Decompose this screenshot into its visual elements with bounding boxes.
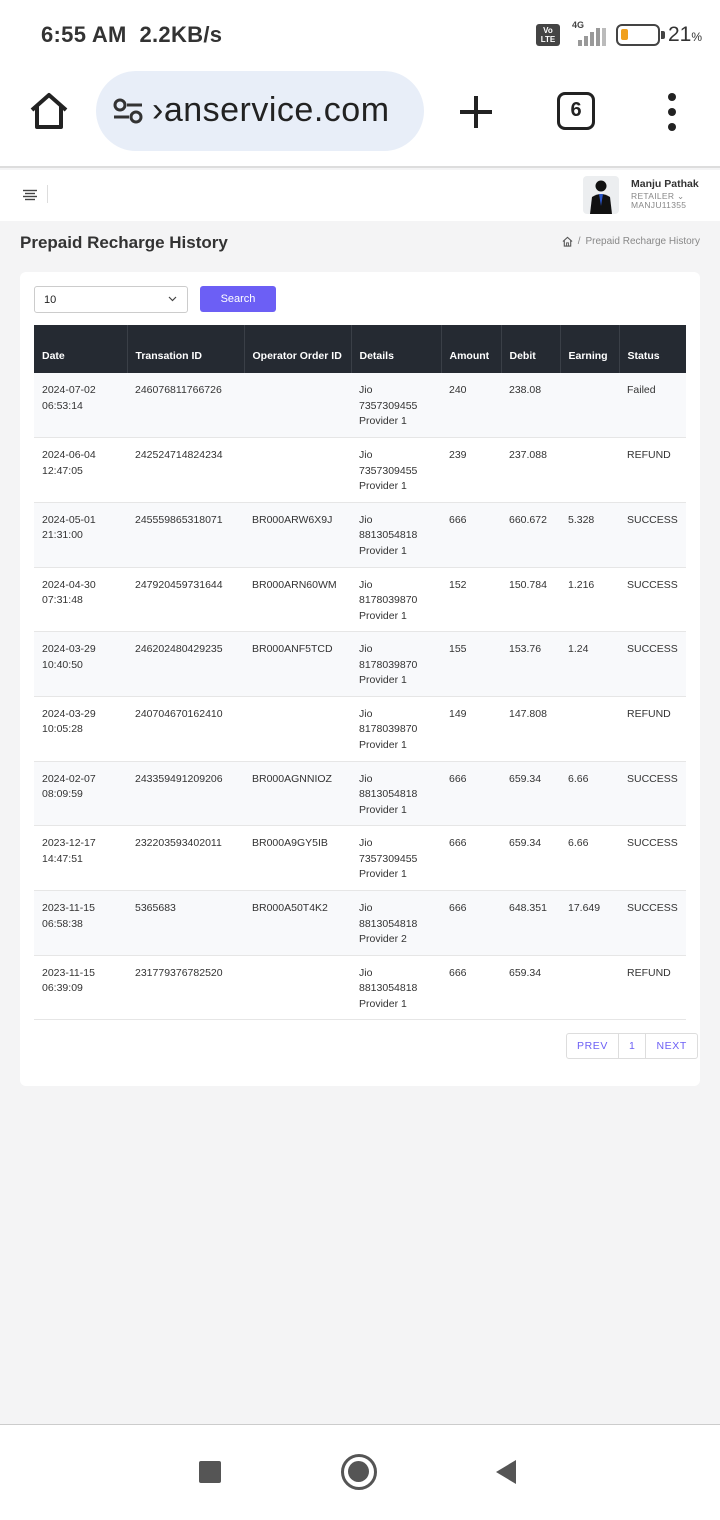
cell-transaction-id: 245559865318071 [135, 513, 223, 526]
table-header-row [34, 325, 686, 373]
cell-amount: 666 [449, 902, 467, 914]
table-row [34, 955, 686, 1020]
cell-operator-order-id: BR000ARN60WM [252, 578, 337, 591]
cell-earning: 6.66 [568, 837, 589, 850]
cell-debit: 648.351 [509, 902, 547, 914]
cell-earning: 5.328 [568, 513, 595, 526]
table-row [34, 502, 686, 567]
cell-earning: 1.24 [568, 643, 589, 656]
url-text: ›anservice.com [152, 91, 390, 129]
col-debit: Debit [501, 325, 560, 373]
cell-amount: 155 [449, 643, 467, 656]
table-row [34, 632, 686, 697]
cell-status: Failed [627, 384, 656, 396]
cell-earning [560, 438, 619, 503]
col-transaction-id: Transation ID [127, 325, 244, 373]
cell-earning [560, 955, 619, 1020]
cell-date: 2024-02-07 08:09:59 [42, 772, 96, 801]
status-speed: 2.2KB/s [139, 22, 223, 47]
status-time: 6:55 AM 2.2KB/s [41, 22, 223, 47]
cell-amount: 149 [449, 707, 467, 720]
cell-date: 2024-07-02 06:53:14 [42, 384, 96, 412]
cell-debit: 660.672 [509, 513, 547, 526]
cell-operator-order-id: BR000AGNNIOZ [252, 772, 332, 785]
cell-transaction-id: 246202480429235 [135, 643, 223, 656]
cell-status: SUCCESS [627, 578, 678, 591]
cell-transaction-id: 246076811766726 [135, 384, 222, 396]
cell-operator-order-id: BR000A9GY5IB [252, 837, 328, 850]
cell-status: SUCCESS [627, 772, 678, 785]
cell-operator-order-id: BR000ANF5TCD [252, 643, 333, 656]
cell-amount: 240 [449, 384, 467, 396]
col-earning: Earning [560, 325, 619, 373]
cell-date: 2024-04-30 07:31:48 [42, 578, 96, 607]
cell-status: SUCCESS [627, 643, 678, 656]
page-size-select[interactable]: 10 [34, 286, 188, 313]
cell-debit: 147.808 [509, 707, 547, 720]
user-role-dropdown[interactable]: RETAILER ⌄ [631, 191, 685, 201]
table-row [34, 373, 686, 438]
cell-earning: 1.216 [568, 578, 595, 591]
site-settings-icon[interactable] [112, 97, 144, 125]
cell-details: Jio 8813054818 Provider 2 [359, 902, 418, 945]
cell-details: Jio 8813054818 Provider 1 [359, 513, 418, 557]
system-nav-bar [0, 1424, 720, 1520]
history-card [20, 272, 700, 1086]
cell-date: 2023-11-15 06:58:38 [42, 902, 95, 930]
cell-details: Jio 8178039870 Provider 1 [359, 643, 418, 687]
cell-debit: 150.784 [509, 578, 547, 591]
tab-switcher-button[interactable]: 6 [557, 92, 595, 130]
cell-earning [560, 373, 619, 438]
cell-details: Jio 8813054818 Provider 1 [359, 772, 418, 816]
cell-status: SUCCESS [627, 902, 678, 914]
cell-status: SUCCESS [627, 837, 678, 850]
menu-toggle-icon[interactable] [22, 189, 38, 201]
cell-operator-order-id [244, 696, 351, 761]
cell-debit: 237.088 [509, 449, 547, 462]
browser-toolbar [0, 70, 720, 168]
battery-icon [616, 24, 660, 46]
cell-date: 2024-03-29 10:05:28 [42, 707, 96, 736]
cell-transaction-id: 232203593402011 [135, 837, 222, 850]
page-title: Prepaid Recharge History [20, 233, 228, 252]
new-tab-icon[interactable] [456, 92, 496, 132]
cell-earning [560, 696, 619, 761]
table-row [34, 891, 686, 956]
user-name[interactable]: Manju Pathak [631, 178, 699, 190]
col-status: Status [627, 350, 660, 362]
divider [47, 185, 48, 203]
search-button[interactable]: Search [200, 286, 276, 312]
back-icon[interactable] [494, 1459, 518, 1485]
address-bar[interactable] [96, 71, 424, 151]
battery-percent: 21% [667, 23, 702, 46]
cell-debit: 659.34 [509, 837, 542, 850]
col-amount: Amount [441, 325, 501, 373]
cell-amount: 666 [449, 966, 467, 979]
col-details: Details [351, 325, 441, 373]
cell-operator-order-id [244, 438, 351, 503]
cell-amount: 666 [449, 837, 467, 850]
cell-transaction-id: 5365683 [135, 902, 176, 914]
table-row [34, 761, 686, 826]
home-icon[interactable] [562, 236, 573, 247]
col-date: Date [34, 325, 127, 373]
cell-details: Jio 7357309455 Provider 1 [359, 384, 418, 427]
cell-date: 2023-11-15 06:39:09 [42, 966, 95, 995]
cell-amount: 666 [449, 513, 467, 526]
cell-earning: 17.649 [568, 902, 601, 914]
volte-icon: Vo LTE [536, 24, 560, 46]
more-menu-icon[interactable] [662, 92, 682, 132]
cell-details: Jio 8178039870 Provider 1 [359, 578, 418, 622]
table-row [34, 567, 686, 632]
breadcrumb: / Prepaid Recharge History [562, 236, 700, 247]
breadcrumb-current: Prepaid Recharge History [585, 236, 700, 247]
cell-debit: 238.08 [509, 384, 542, 396]
cell-status: REFUND [627, 449, 671, 462]
cell-date: 2024-06-04 12:47:05 [42, 449, 96, 477]
home-icon[interactable] [28, 90, 70, 132]
status-bar [0, 0, 720, 70]
cell-amount: 239 [449, 449, 467, 462]
page-1-button[interactable]: 1 [619, 1034, 646, 1058]
cell-details: Jio 8178039870 Provider 1 [359, 707, 418, 751]
cell-transaction-id: 243359491209206 [135, 772, 223, 785]
col-operator-order-id: Operator Order ID [244, 325, 351, 373]
cell-transaction-id: 240704670162410 [135, 707, 223, 720]
home-button[interactable] [341, 1454, 377, 1490]
cell-operator-order-id [244, 955, 351, 1020]
cell-transaction-id: 247920459731644 [135, 578, 223, 591]
prev-button[interactable]: PREV [567, 1034, 619, 1058]
cell-status: SUCCESS [627, 513, 678, 526]
table-row [34, 438, 686, 503]
cell-amount: 152 [449, 578, 467, 591]
cell-status: REFUND [627, 966, 671, 979]
next-button[interactable]: NEXT [656, 1040, 687, 1052]
pagination [566, 1033, 698, 1059]
cell-date: 2023-12-17 14:47:51 [42, 837, 96, 865]
cell-operator-order-id [244, 373, 351, 438]
cell-earning: 6.66 [568, 772, 589, 785]
cell-debit: 153.76 [509, 643, 542, 656]
cell-details: Jio 7357309455 Provider 1 [359, 837, 418, 881]
cell-transaction-id: 231779376782520 [135, 966, 223, 979]
cell-transaction-id: 242524714824234 [135, 449, 223, 462]
cell-date: 2024-03-29 10:40:50 [42, 643, 96, 671]
signal-icon: 4G [568, 22, 608, 48]
cell-details: Jio 7357309455 Provider 1 [359, 449, 418, 493]
cell-operator-order-id: BR000A50T4K2 [252, 902, 328, 914]
chevron-down-icon [168, 296, 177, 302]
table-row [34, 826, 686, 891]
user-id: MANJU11355 [631, 200, 687, 210]
cell-debit: 659.34 [509, 966, 542, 979]
cell-details: Jio 8813054818 Provider 1 [359, 966, 418, 1010]
table-row [34, 696, 686, 761]
cell-operator-order-id: BR000ARW6X9J [252, 513, 333, 526]
cell-debit: 659.34 [509, 772, 542, 785]
cell-date: 2024-05-01 21:31:00 [42, 513, 96, 542]
app-header [0, 170, 720, 221]
cell-amount: 666 [449, 772, 467, 785]
cell-status: REFUND [627, 707, 671, 720]
recharge-history-table [34, 325, 686, 1020]
recents-button[interactable] [199, 1461, 221, 1483]
avatar[interactable] [583, 176, 619, 214]
